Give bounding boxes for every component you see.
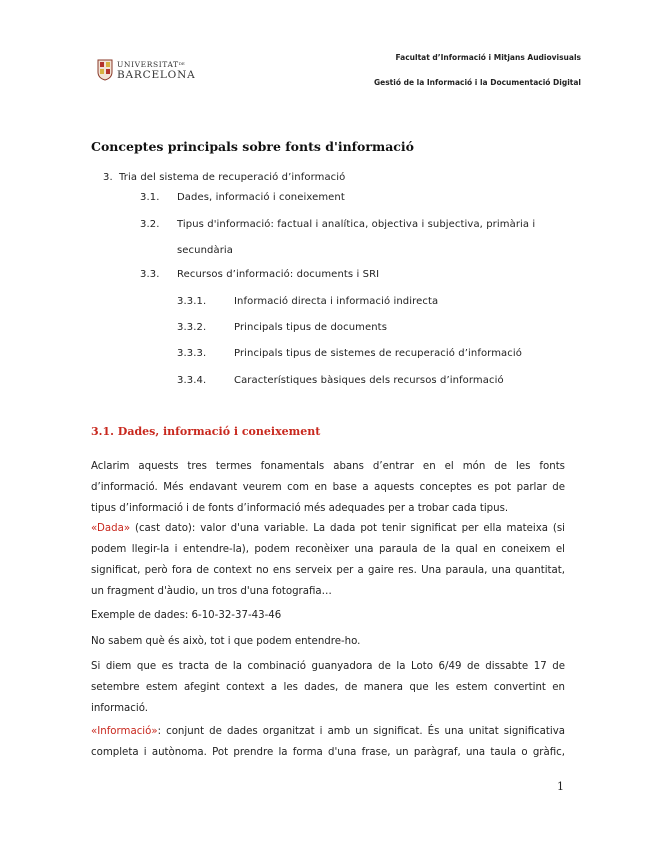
dada-definition: «Dada» (cast dato): valor d'una variable. La dada pot tenir significat per ella mateixa (si podem llegir-la i entendre-la), podem reconèixer una paraula de la qual en coneixem el significat, però fora de context no ens serveix per a gaire res. Una paraula, una quantitat, un fragment d'àudio, un tros d'una fotografia… (91, 523, 565, 597)
logo-line-1: $UNIVERSITAT^{DE}$ (117, 60, 185, 69)
informacio-term: «Informació» (91, 726, 158, 737)
intro-paragraph: Aclarim aquests tres termes fonamentals abans d’entrar en el món de les fonts d’informació. Més endavant veurem com en base a aquests conceptes es pot parlar de tipus d’informació i de fonts d’informació més adequades per a trobar cada tipus. (91, 461, 565, 514)
loto-paragraph: Si diem que es tracta de la combinació guanyadora de la Loto 6/49 de dissabte 17 de setembre estem afegint context a les dades, de manera que les estem convertint en informació. (91, 661, 565, 714)
faculty-header: Facultat d’Informació i Mitjans Audiovisuals (395, 53, 581, 62)
dada-term: «Dada» (91, 523, 131, 534)
section-heading: 3.1. Dades, informació i coneixement (91, 425, 321, 438)
page-number: 1 (557, 780, 564, 793)
informacio-definition: «Informació»: conjunt de dades organitzat i amb un significat. És una unitat significativa completa i autònoma. Pot prendre la forma d'una frase, un paràgraf, una taula o gràfic, (91, 726, 565, 758)
no-sabem-line: No sabem què és això, tot i que podem entendre-ho. (91, 636, 361, 647)
page-title: Conceptes principals sobre fonts d'informació (91, 139, 414, 154)
university-logo (97, 58, 196, 84)
logo-line-2: BARCELONA (117, 69, 196, 81)
subject-header: Gestió de la Informació i la Documentació Digital (373, 78, 581, 87)
toc-item-continuation: secundària (177, 245, 234, 256)
example-line: Exemple de dades: 6-10-32-37-43-46 (91, 610, 282, 621)
shield-icon (97, 59, 113, 81)
